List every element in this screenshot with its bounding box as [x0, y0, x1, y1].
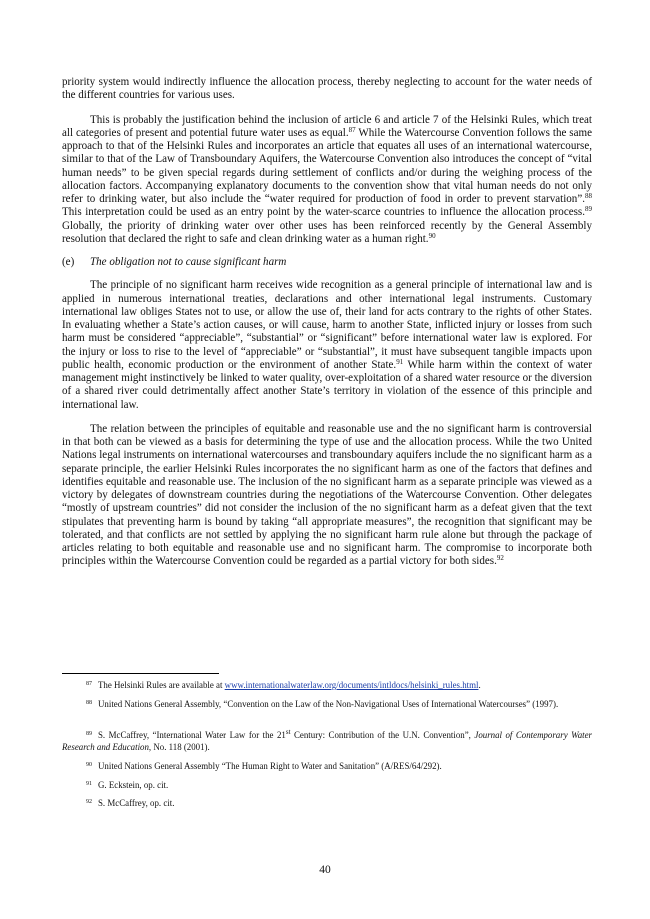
paragraph-no-significant-harm: The principle of no significant harm receives wide recognition as a general principle of international law and is applied in numerous international treaties, declarations and other international legal instruments. Customary international law obliges States not to use, or allow the use of, their land for acts contrary to the rights of other States. In evaluating whether a State’s action causes, or will cause, harm to another State, inflicted injury or losses from such harm must be considered “appreciable”, “substantial” or “significant” before international water law is explored. For the injury or loss to rise to the level of “appreciable” or “substantial”, it must have subsequent tangible impacts upon public health, economic production or the environment of another State.$^{91}$ While harm within the context of water management might instinctively be linked to water quality, over-exploitation of a shared water resource or the diversion of a shared river could detrimentally affect another State’s territory in violation of the essence of this principle and international law. — [62, 279, 592, 411]
footnote-87: $^{87}$ The Helsinki Rules are available at www.internationalwaterlaw.org/documents/intldocs/helsinki_rules.html. — [86, 680, 481, 690]
paragraph-relation-principles: The relation between the principles of equitable and reasonable use and the no significant harm is controversial in that both can be viewed as a basis for determining the type of use and the allocation process. While the two United Nations legal instruments on international watercourses and transboundary aquifers include the no significant harm as a separate principle, the earlier Helsinki Rules incorporates the no significant harm as one of the factors that defines and identifies equitable and reasonable use. The inclusion of the no significant harm as a separate principle was viewed as a victory by delegates of downstream countries during the negotiations of the Watercourse Convention. Other delegates “mostly of upstream countries” did not consider the inclusion of the no significant harm as a defeat given that the text stipulates that preventing harm is bound by taking “all appropriate measures”, the recognition that significant may be tolerated, and that conflicts are not settled by applying the no significant harm rule alone but through the package of articles relating to both equitable and reasonable use and no significant harm. The compromise to incorporate both principles within the Watercourse Convention could be regarded as a partial victory for both sides.$^{92}$ — [62, 422, 592, 568]
document-body — [62, 76, 592, 569]
footnote-90: $^{90}$ United Nations General Assembly “The Human Right to Water and Sanitation” (A/RES/64/292). — [86, 761, 442, 771]
footnote-separator — [62, 673, 219, 674]
footnote-ref[interactable]: 91 — [396, 357, 404, 366]
footnote-91: $^{91}$ G. Eckstein, op. cit. — [86, 780, 169, 790]
footnote-88: $^{88}$ United Nations General Assembly, “Convention on the Law of the Non-Navigational Uses of International Watercourses” (1997). — [86, 699, 559, 709]
paragraph-helsinki-rules: This is probably the justification behind the inclusion of article 6 and article 7 of the Helsinki Rules, which treat all categories of present and potential future water uses as equal.$^{87}$ While the Watercourse Convention follows the same approach to that of the Helsinki Rules and incorporates an article that equates all uses of an international watercourse, similar to that of the Law of Transboundary Aquifers, the Watercourse Convention also introduces the concept of “vital human needs” to be given special regards during settlement of conflicts and/or during the weighing process of the allocation factors. Accompanying explanatory documents to the convention show that vital human needs do not only refer to drinking water, but also include the “water required for production of food in order to prevent starvation”.$^{88}$ This interpretation could be used as an entry point by the water-scarce countries to influence the allocation process.$^{89}$ Globally, the priority of drinking water over other uses has been reinforced recently by the General Assembly resolution that declared the right to safe and clean drinking water as a human right.$^{90}$ — [62, 113, 592, 245]
paragraph-continued: priority system would indirectly influence the allocation process, thereby neglecting to account for the water needs of the different countries for various uses. — [62, 76, 592, 102]
page-number: 40 — [319, 864, 331, 876]
helsinki-rules-link[interactable]: www.internationalwaterlaw.org/documents/intldocs/helsinki_rules.html — [224, 680, 479, 690]
footnote-ref[interactable]: 88 — [585, 192, 592, 200]
footnote-ref[interactable]: 92 — [496, 554, 504, 563]
footnote-ref[interactable]: 87 — [348, 125, 356, 134]
footnote-89: $^{89}$ S. McCaffrey, “International Water Law for the 21st Century: Contribution of the U.N. Convention”, Journal of Contemporary Water Research and Education, No. 118 (2001). — [62, 728, 592, 753]
footnote-ref[interactable]: 90 — [428, 231, 436, 240]
section-heading — [62, 256, 592, 269]
footnote-92: $^{92}$ S. McCaffrey, op. cit. — [86, 798, 175, 808]
footnote-ref[interactable]: 89 — [585, 205, 592, 214]
section-title: The obligation not to cause significant harm — [90, 256, 287, 268]
section-number: (e) — [62, 256, 75, 268]
